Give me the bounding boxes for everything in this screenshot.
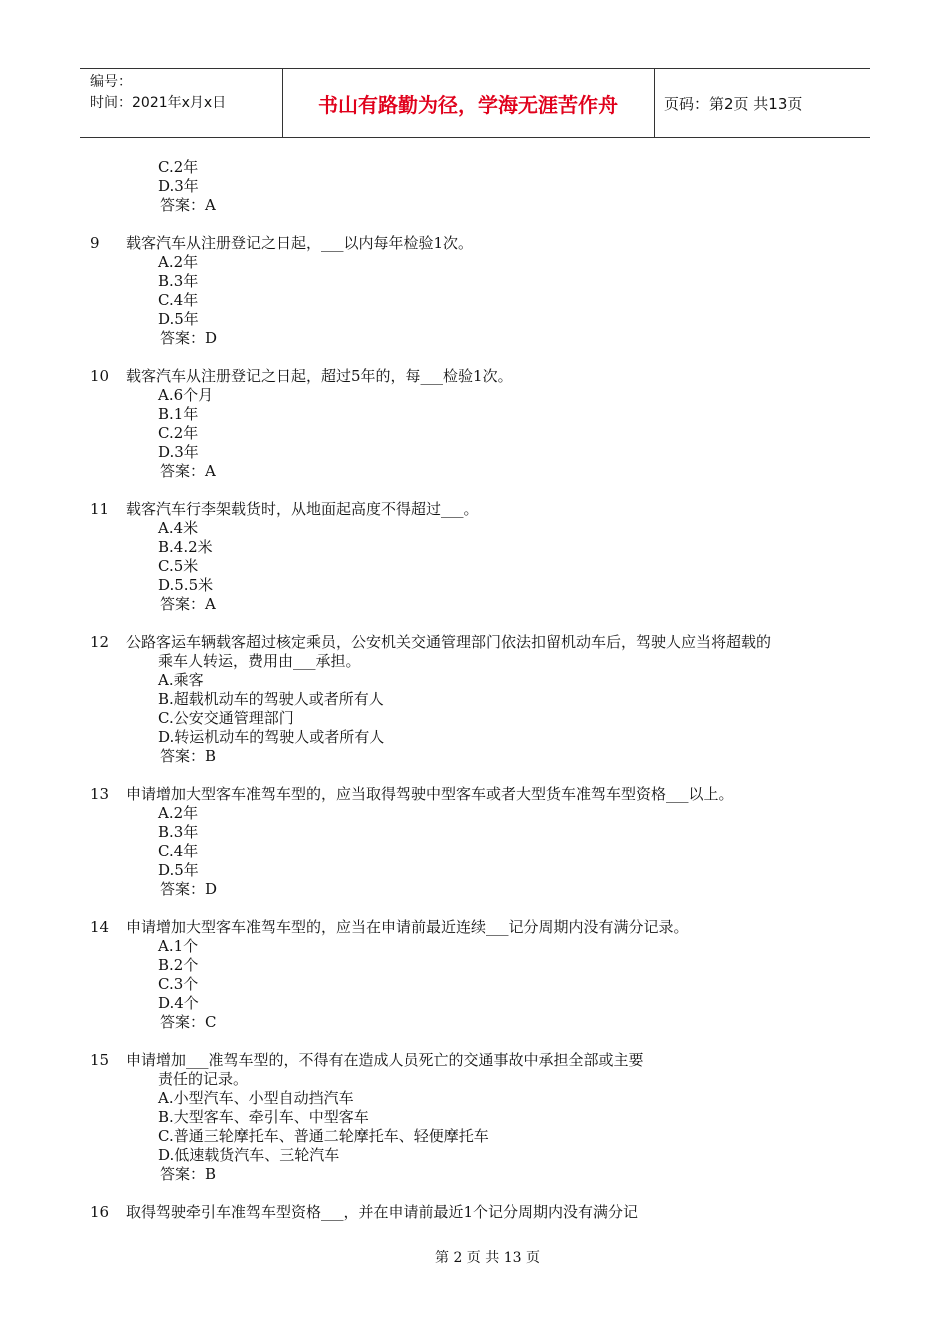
question-stem [90, 918, 880, 937]
answer: 答案：B [160, 747, 217, 765]
option: A.1个 [158, 937, 199, 955]
option: A.2年 [158, 804, 199, 822]
question-item [90, 918, 880, 1032]
answer: 答案：A [160, 462, 216, 480]
option: B.超载机动车的驾驶人或者所有人 [158, 690, 384, 708]
option: B.大型客车、牵引车、中型客车 [158, 1108, 369, 1126]
question-item [90, 1051, 880, 1184]
option: C.4年 [158, 291, 199, 309]
question-text-continued: 乘车人转运，费用由___承担。 [158, 652, 361, 670]
option: D.4个 [158, 994, 199, 1012]
option: A.2年 [158, 253, 199, 271]
option: C.公安交通管理部门 [158, 709, 294, 727]
question-text: 载客汽车行李架载货时，从地面起高度不得超过___。 [126, 500, 479, 518]
option: D.5.5米 [158, 576, 214, 594]
question-text: 取得驾驶牵引车准驾车型资格___，并在申请前最近1个记分周期内没有满分记 [126, 1203, 639, 1221]
question-stem [90, 234, 880, 253]
question-item [90, 785, 880, 899]
option: C.普通三轮摩托车、普通二轮摩托车、轻便摩托车 [158, 1127, 489, 1145]
option: C.5米 [158, 557, 199, 575]
header-page-number: 页码：第2页 共13页 [664, 95, 803, 113]
question-number: 14 [90, 918, 110, 936]
option: D.转运机动车的驾驶人或者所有人 [158, 728, 385, 746]
answer: 答案：B [160, 1165, 217, 1183]
question-number: 12 [90, 633, 110, 651]
question-stem [90, 633, 880, 652]
option: B.3年 [158, 823, 199, 841]
date-text: 时间：2021年x月x日 [90, 95, 227, 111]
option: A.6个月 [158, 386, 214, 404]
option: B.4.2米 [158, 538, 213, 556]
option: B.3年 [158, 272, 199, 290]
page-header [80, 68, 870, 138]
option: C.3个 [158, 975, 199, 993]
option: A.小型汽车、小型自动挡汽车 [158, 1089, 354, 1107]
header-info [90, 72, 226, 114]
option: D.3年 [158, 443, 199, 461]
question-list [90, 158, 880, 1222]
question-stem [90, 1203, 880, 1222]
question-text: 载客汽车从注册登记之日起，___以内每年检验1次。 [126, 234, 474, 252]
page-footer: 第 2 页 共 13 页 [435, 1250, 540, 1266]
option: C.2年 [158, 424, 199, 442]
option: B.2个 [158, 956, 199, 974]
question-stem [90, 367, 880, 386]
question-item [90, 367, 880, 481]
question-item [90, 1203, 880, 1222]
option: B.1年 [158, 405, 199, 423]
question-item [90, 500, 880, 614]
question-text: 申请增加___准驾车型的，不得有在造成人员死亡的交通事故中承担全部或主要 [126, 1051, 644, 1069]
question-number: 11 [90, 500, 110, 518]
question-text: 载客汽车从注册登记之日起，超过5年的，每___检验1次。 [126, 367, 513, 385]
question-text: 申请增加大型客车准驾车型的，应当在申请前最近连续___记分周期内没有满分记录。 [126, 918, 689, 936]
question-number: 15 [90, 1051, 110, 1069]
option: D.3年 [158, 177, 199, 195]
question-text: 申请增加大型客车准驾车型的，应当取得驾驶中型客车或者大型货车准驾车型资格___以上。 [126, 785, 734, 803]
question-number: 9 [90, 234, 100, 252]
option: D.5年 [158, 310, 199, 328]
answer: 答案：D [160, 880, 218, 898]
answer: 答案：A [160, 595, 216, 613]
header-divider [654, 69, 655, 137]
option: A.4米 [158, 519, 199, 537]
answer: 答案：C [160, 1013, 217, 1031]
header-motto: 书山有路勤为径，学海无涯苦作舟 [318, 92, 618, 117]
option: D.低速载货汽车、三轮汽车 [158, 1146, 340, 1164]
question-text-continued: 责任的记录。 [158, 1070, 249, 1088]
carryover-block [90, 158, 880, 215]
option: C.4年 [158, 842, 199, 860]
question-text: 公路客运车辆载客超过核定乘员，公安机关交通管理部门依法扣留机动车后，驾驶人应当将超载的 [126, 633, 772, 651]
question-stem [90, 500, 880, 519]
option: C.2年 [158, 158, 199, 176]
answer: 答案：A [160, 196, 216, 214]
question-stem [90, 1051, 880, 1070]
question-number: 16 [90, 1203, 110, 1221]
question-stem [90, 785, 880, 804]
answer: 答案：D [160, 329, 218, 347]
option: D.5年 [158, 861, 199, 879]
question-number: 13 [90, 785, 110, 803]
code-label: 编号： [90, 74, 132, 90]
question-item [90, 633, 880, 766]
question-number: 10 [90, 367, 110, 385]
question-item [90, 234, 880, 348]
option: A.乘客 [158, 671, 204, 689]
